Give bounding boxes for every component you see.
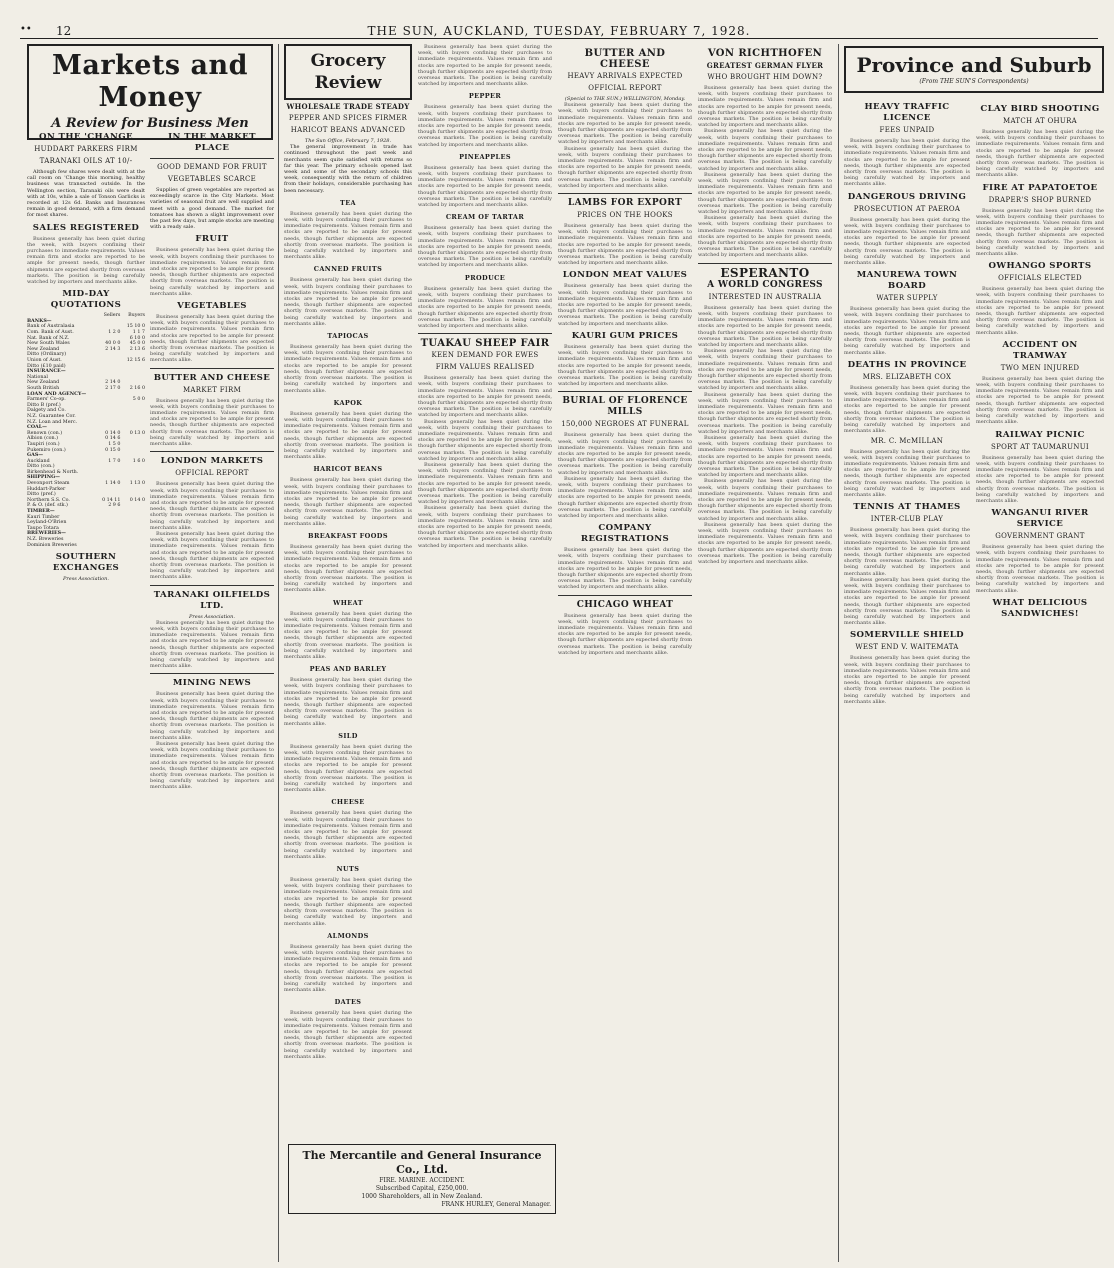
manurewa-heading: MANUREWA TOWN BOARD (856, 270, 958, 292)
table-cell: N.Z. Loan and Merc. (27, 419, 78, 425)
filler-paragraph: Business generally has been quiet during the week, with buyers confining their purchases to immediate requirements. Values remain firm and stocks are reported to be ample for present needs, though further shipments are expected shortly from overseas markets. The position is being carefully watched by importers and merchants alike. (284, 477, 412, 527)
table-group-label: SHIPPING— (27, 474, 60, 481)
table-cell: Ditto (pref.) (27, 492, 56, 498)
section-heading: CHEESE (331, 798, 365, 807)
table-cell: Renown (con.) (27, 430, 63, 436)
veg-label: VEGETABLES (177, 301, 247, 312)
filler-paragraph: Business generally has been quiet during the week, with buyers confining their purchases to immediate requirements. Values remain firm and stocks are reported to be ample for present needs, though further shipments are expected shortly from overseas markets. The position is being carefully watched by importers and merchants alike. (284, 410, 412, 461)
sandwiches-heading: WHAT DELICIOUS SANDWICHES! (992, 597, 1088, 619)
filler-paragraph: Business generally has been quiet during the week, with buyers confining their purchases to immediate requirements. Values remain firm and stocks are reported to be ample for present needs, though further shipments are expected shortly from overseas markets. The position is being carefully watched by importers and merchants alike. (976, 129, 1104, 179)
match-sub: MATCH AT OHURA (1002, 117, 1078, 125)
section-heading: BREAKFAST FOODS (308, 531, 388, 540)
london-meat-heading: LONDON MEAT VALUES (562, 270, 688, 281)
table-cell: Birkenhead & North. (27, 469, 79, 475)
taranaki-heading: TARANAKI OILFIELDS LTD. (153, 589, 271, 611)
filler-paragraph: Business generally has been quiet during the week, with buyers confining their purchases to immediate requirements. Values remain firm and stocks are reported to be ample for present needs, though further shipments are expected shortly from overseas markets. The position is being carefully watched by importers and merchants alike. (418, 225, 552, 269)
table-cell: 2 9 6 (108, 503, 121, 509)
burial-sub: 150,000 NEGROES AT FUNERAL (561, 420, 689, 429)
filler-paragraph: Business generally has been quiet during the week, with buyers confining their purchases to immediate requirements. Values remain firm and stocks are reported to be ample for present needs, though further shipments are expected shortly from overseas markets. The position is being carefully watched by importers and merchants alike. (150, 741, 274, 791)
table-row (27, 543, 145, 549)
grocery-subheading: WHOLESALE TRADE STEADY (286, 102, 410, 111)
lambs-sub: PRICES ON THE HOOKS (577, 211, 673, 220)
deaths-heading: DEATHS IN PROVINCE (847, 359, 967, 370)
markets-title: Markets and Money (51, 50, 249, 113)
mcmillan-sub: MR. C. McMILLAN (870, 436, 944, 445)
newspaper-title: THE SUN, AUCKLAND, TUESDAY, FEBRUARY 7, 1928. (367, 24, 751, 38)
filler-paragraph: Business generally has been quiet during the week, with buyers confining their purchases to immediate requirements. Values remain firm and stocks are reported to be ample for present needs, though further shipments are expected shortly from overseas markets. The position is being carefully watched by importers and merchants alike. (844, 527, 970, 577)
midday-heading: MID-DAY QUOTATIONS (50, 289, 122, 311)
page-number: 12 (56, 24, 72, 38)
filler-paragraph: Business generally has been quiet during the week, with buyers confining their purchases to immediate requirements. Values remain firm and stocks are reported to be ample for present needs, though further shipments are expected shortly from overseas markets. The position is being carefully watched by importers and merchants alike. (698, 85, 832, 129)
filler-paragraph: Business generally has been quiet during the week, with buyers confining their purchases to immediate requirements. Values remain firm and stocks are reported to be ample for present needs, though further shipments are expected shortly from overseas markets. The position is being carefully watched by importers and merchants alike. (150, 530, 274, 581)
section-heading: PINEAPPLES (459, 152, 511, 161)
section-heading: PEPPER (468, 92, 502, 101)
table-cell: Ditto (Ordinary) (27, 352, 67, 358)
filler-paragraph: Business generally has been quiet during the week, with buyers confining their purchases to immediate requirements. Values remain firm and stocks are reported to be ample for present needs, though further shipments are expected shortly from overseas markets. The position is being carefully watched by importers and merchants alike. (150, 619, 274, 670)
table-cell: Nat. Bank of N.Z. (27, 335, 70, 341)
filler-paragraph: Business generally has been quiet during the week, with buyers confining their purchases to immediate requirements. Values remain firm and stocks are reported to be ample for present needs, though further shipments are expected shortly from overseas markets. The position is being carefully watched by importers and merchants alike. (27, 235, 145, 286)
table-header-cell: Buyers (128, 313, 145, 319)
sales-heading: SALES REGISTERED (32, 222, 140, 233)
filler-paragraph: Business generally has been quiet during the week, with buyers confining their purchases to immediate requirements. Values remain firm and stocks are reported to be ample for present needs, though further shipments are expected shortly from overseas markets. The position is being carefully watched by importers and merchants alike. (558, 223, 692, 267)
table-cell: Com. Bank of Aust. (27, 330, 74, 336)
filler-paragraph: Business generally has been quiet during the week, with buyers confining their purchases to immediate requirements. Values remain firm and stocks are reported to be ample for present needs, though further shipments are expected shortly from overseas markets. The position is being carefully watched by importers and merchants alike. (844, 306, 970, 356)
column-rule (278, 44, 279, 1262)
taranaki-byline: Press Association. (189, 613, 235, 620)
section-heading: DATES (334, 998, 362, 1007)
table-group-label: COAL— (27, 424, 47, 431)
filler-paragraph: Business generally has been quiet during the week, with buyers confining their purchases to immediate requirements. Values remain firm and stocks are reported to be ample for present needs, though further shipments are expected shortly from overseas markets. The position is being carefully watched by importers and merchants alike. (418, 418, 552, 462)
tuakau-sub: KEEN DEMAND FOR EWES (431, 351, 539, 360)
table-cell: 0 14 0 (129, 497, 145, 503)
section-heading: ALMONDS (327, 931, 369, 940)
butter-subheading2: OFFICIAL REPORT (588, 84, 662, 92)
table-header-cell: Sellers (103, 313, 121, 319)
section-heading: SILD (338, 731, 358, 740)
filler-paragraph: Business generally has been quiet during the week, with buyers confining their purchases to immediate requirements. Values remain firm and stocks are reported to be ample for present needs, though further shipments are expected shortly from overseas markets. The position is being carefully watched by importers and merchants alike. (844, 216, 970, 267)
market-place-body: Supplies of green vegetables are reported as exceedingly scarce in the City Markets. Most varieties of seasonal fruit are well supplied and meet with a good demand. The market for tomatoes has shown a slight improvement over the past few days, but ample stocks are meeting with a ready sale. (150, 187, 274, 231)
section-heading: KAPOK (333, 398, 363, 407)
table-cell: 45 0 0 (129, 341, 145, 347)
table-cell: P. & O. (def. stk.) (27, 503, 68, 509)
col-market-place (150, 128, 274, 1262)
filler-paragraph: Business generally has been quiet during the week, with buyers confining their purchases to immediate requirements. Values remain firm and stocks are reported to be ample for present needs, though further shipments are expected shortly from overseas markets. The position is being carefully watched by importers and merchants alike. (558, 102, 692, 146)
table-cell: 1 13 0 (129, 481, 145, 487)
filler-paragraph: Business generally has been quiet during the week, with buyers confining their purchases to immediate requirements. Values remain firm and stocks are reported to be ample for present needs, though further shipments are expected shortly from overseas markets. The position is being carefully watched by importers and merchants alike. (150, 481, 274, 531)
table-cell: Auckland (27, 458, 50, 464)
chicago-heading: CHICAGO WHEAT (576, 599, 674, 610)
table-cell (96, 543, 121, 549)
filler-paragraph: Business generally has been quiet during the week, with buyers confining their purchases to immediate requirements. Values remain firm and stocks are reported to be ample for present needs, though further shipments are expected shortly from overseas markets. The position is being carefully watched by importers and merchants alike. (150, 247, 274, 297)
mercantile-ad (288, 1138, 556, 1220)
filler-paragraph: Business generally has been quiet during the week, with buyers confining their purchases to immediate requirements. Values remain firm and stocks are reported to be ample for present needs, though further shipments are expected shortly from overseas markets. The position is being carefully watched by importers and merchants alike. (976, 286, 1104, 336)
butter-market-heading: BUTTER AND CHEESE (153, 372, 271, 383)
filler-paragraph: Business generally has been quiet during the week, with buyers confining their purchases to immediate requirements. Values remain firm and stocks are reported to be ample for present needs, though further shipments are expected shortly from overseas markets. The position is being carefully watched by importers and merchants alike. (150, 691, 274, 741)
change-heading: ON THE 'CHANGE (39, 132, 133, 142)
column-rule (838, 44, 839, 1262)
filler-paragraph: Business generally has been quiet during the week, with buyers confining their purchases to immediate requirements. Values remain firm and stocks are reported to be ample for present needs, though further shipments are expected shortly from overseas markets. The position is being carefully watched by importers and merchants alike. (284, 877, 412, 927)
filler-paragraph: Business generally has been quiet during the week, with buyers confining their purchases to immediate requirements. Values remain firm and stocks are reported to be ample for present needs, though further shipments are expected shortly from overseas markets. The position is being carefully watched by importers and merchants alike. (698, 478, 832, 522)
mercantile-line: Subscribed Capital, £250,000. (375, 1185, 469, 1192)
london-markets-heading: LONDON MARKETS (160, 456, 264, 467)
table-cell: 1 14 0 (105, 481, 121, 487)
butter-heading: BUTTER AND CHEESE (584, 48, 666, 70)
table-cell: 2 13 6 (129, 346, 145, 352)
filler-paragraph: Business generally has been quiet during the week, with buyers confining their purchases to immediate requirements. Values remain firm and stocks are reported to be ample for present needs, though further shipments are expected shortly from overseas markets. The position is being carefully watched by importers and merchants alike. (844, 576, 970, 627)
esperanto-heading: ESPERANTO (720, 265, 810, 280)
change-subheading: HUDDART PARKERS FIRM (34, 145, 138, 153)
mining-heading: MINING NEWS (172, 678, 252, 689)
table-cell: Dominion Breweries (27, 542, 77, 548)
table-cell: 15 10 0 (126, 324, 145, 330)
section-heading: WHEAT (333, 598, 363, 607)
col-province-left (844, 98, 970, 1262)
table-cell: Taupo Totara (27, 525, 59, 531)
mercantile-line: 1000 Shareholders, all in New Zealand. (361, 1193, 483, 1200)
table-cell: Taupiri (con.) (27, 441, 60, 447)
table-cell: Devonport Steam (27, 481, 70, 487)
table-cell: Dalgety and Co. (27, 408, 66, 414)
table-cell: Northern S.S. Co. (27, 497, 70, 503)
section-heading: TAPIOCAS (327, 332, 369, 341)
table-cell: Pukemiro (con.) (27, 447, 66, 453)
filler-paragraph: Business generally has been quiet during the week, with buyers confining their purchases to immediate requirements. Values remain firm and stocks are reported to be ample for present needs, though further shipments are expected shortly from overseas markets. The position is being carefully watched by importers and merchants alike. (698, 304, 832, 348)
filler-paragraph: Business generally has been quiet during the week, with buyers confining their purchases to immediate requirements. Values remain firm and stocks are reported to be ample for present needs, though further shipments are expected shortly from overseas markets. The position is being carefully watched by importers and merchants alike. (150, 397, 274, 448)
table-cell: 1 1 7 (132, 330, 145, 336)
table-cell: 0 14 11 (102, 497, 121, 503)
mercantile-line: FIRE. MARINE. ACCIDENT. (379, 1177, 465, 1184)
filler-paragraph: Business generally has been quiet during the week, with buyers confining their purchases to immediate requirements. Values remain firm and stocks are reported to be ample for present needs, though further shipments are expected shortly from overseas markets. The position is being carefully watched by importers and merchants alike. (284, 210, 412, 261)
grant-sub: GOVERNMENT GRANT (995, 532, 1085, 541)
officials-sub: OFFICIALS ELECTED (998, 274, 1082, 283)
table-cell: New Zealand (27, 380, 60, 386)
section-heading: PRODUCE (464, 273, 506, 282)
filler-paragraph: Business generally has been quiet during the week, with buyers confining their purchases to immediate requirements. Values remain firm and stocks are reported to be ample for present needs, though further shipments are expected shortly from overseas markets. The position is being carefully watched by importers and merchants alike. (558, 612, 692, 656)
table-cell: 40 0 0 (105, 341, 121, 347)
table-cell: Ditto B (pref.) (27, 402, 61, 408)
grocery-subheading2: PEPPER AND SPICES FIRMER (288, 114, 408, 122)
butter-subheading: HEAVY ARRIVALS EXPECTED (567, 72, 683, 80)
table-cell: 1 7 0 (108, 458, 121, 464)
table-cell: 2 14 0 (105, 380, 121, 386)
change-subheading2: TARANAKI OILS AT 10/- (39, 157, 133, 165)
richthofen-subheading: GREATEST GERMAN FLYER (706, 61, 824, 70)
table-cell: 2 16 0 (129, 385, 145, 391)
table-cell: 1 2 0 (108, 330, 121, 336)
filler-paragraph: Business generally has been quiet during the week, with buyers confining their purchases to immediate requirements. Values remain firm and stocks are reported to be ample for present needs, though further shipments are expected shortly from overseas markets. The position is being carefully watched by importers and merchants alike. (284, 743, 412, 794)
mercantile-footer: FRANK HURLEY, General Manager. (441, 1201, 551, 1208)
filler-paragraph: Business generally has been quiet during the week, with buyers confining their purchases to immediate requirements. Values remain firm and stocks are reported to be ample for present needs, though further shipments are expected shortly from overseas markets. The position is being carefully watched by importers and merchants alike. (976, 454, 1104, 504)
draper-sub: DRAPER'S SHOP BURNED (988, 195, 1092, 204)
filler-paragraph: Business generally has been quiet during the week, with buyers confining their purchases to immediate requirements. Values remain firm and stocks are reported to be ample for present needs, though further shipments are expected shortly from overseas markets. The position is being carefully watched by importers and merchants alike. (284, 610, 412, 660)
filler-paragraph: Business generally has been quiet during the week, with buyers confining their purchases to immediate requirements. Values remain firm and stocks are reported to be ample for present needs, though further shipments are expected shortly from overseas markets. The position is being carefully watched by importers and merchants alike. (558, 145, 692, 189)
col-butter-cheese (558, 44, 692, 1262)
filler-paragraph: Business generally has been quiet during the week, with buyers confining their purchases to immediate requirements. Values remain firm and stocks are reported to be ample for present needs, though further shipments are expected shortly from overseas markets. The position is being carefully watched by importers and merchants alike. (698, 348, 832, 392)
markets-header (27, 44, 273, 140)
masthead (20, 24, 1098, 39)
filler-paragraph: Business generally has been quiet during the week, with buyers confining their purchases to immediate requirements. Values remain firm and stocks are reported to be ample for present needs, though further shipments are expected shortly from overseas markets. The position is being carefully watched by importers and merchants alike. (844, 138, 970, 188)
tennis-heading: TENNIS AT THAMES (853, 502, 961, 513)
filler-paragraph: Business generally has been quiet during the week, with buyers confining their purchases to immediate requirements. Values remain firm and stocks are reported to be ample for present needs, though further shipments are expected shortly from overseas markets. The position is being carefully watched by importers and merchants alike. (976, 375, 1104, 426)
filler-paragraph: Business generally has been quiet during the week, with buyers confining their purchases to immediate requirements. Values remain firm and stocks are reported to be ample for present needs, though further shipments are expected shortly from overseas markets. The position is being carefully watched by importers and merchants alike. (844, 655, 970, 705)
mercantile-box (288, 1144, 556, 1214)
col-change (27, 128, 145, 1262)
section-heading: CREAM OF TARTAR (445, 213, 525, 222)
sport-sub: SPORT AT TAUMARUNUI (991, 442, 1089, 451)
grocery-title: Grocery Review (284, 44, 412, 100)
tuakau-sub2: FIRM VALUES REALISED (435, 363, 535, 372)
filler-paragraph: Business generally has been quiet during the week, with buyers confining their purchases to immediate requirements. Values remain firm and stocks are reported to be ample for present needs, though further shipments are expected shortly from overseas markets. The position is being carefully watched by importers and merchants alike. (976, 544, 1104, 594)
filler-paragraph: Business generally has been quiet during the week, with buyers confining their purchases to immediate requirements. Values remain firm and stocks are reported to be ample for present needs, though further shipments are expected shortly from overseas markets. The position is being carefully watched by importers and merchants alike. (418, 164, 552, 209)
table-cell: South British (27, 385, 60, 391)
table-cell: National (27, 374, 48, 380)
market-place-subheading2: VEGETABLES SCARCE (167, 175, 257, 183)
table-cell: N.Z. Guarantee Cor. (27, 413, 76, 419)
table-group-label: LOAN AND AGENCY— (27, 390, 87, 397)
somerville-heading: SOMERVILLE SHIELD (849, 630, 965, 641)
accident-heading: ACCIDENT ON TRAMWAY (1002, 339, 1078, 361)
mercantile-title: The Mercantile and General Insurance Co., Ltd. (302, 1149, 542, 1176)
province-subtitle: (From THE SUN'S Correspondents) (919, 78, 1029, 85)
railway-heading: RAILWAY PICNIC (995, 429, 1085, 440)
prosecution-sub: PROSECUTION AT PAEROA (853, 204, 961, 213)
change-body: Although few shares were dealt with at the call room on 'Change this morning, healthy business was transacted outside. In the Wellington section, Taranaki oils were dealt with at 10s, while a sale of Tonson Garlicks is recorded at 12s 6d. Banks and Insurances remain in good demand, with a firm demand for most shares. (27, 169, 145, 219)
section-heading: TEA (339, 198, 357, 207)
heavy-traffic-heading: HEAVY TRAFFIC LICENCE (864, 102, 950, 123)
filler-paragraph: Business generally has been quiet during the week, with buyers confining their purchases to immediate requirements. Values remain firm and stocks are reported to be ample for present needs, though further shipments are expected shortly from overseas markets. The position is being carefully watched by importers and merchants alike. (558, 283, 692, 327)
owhango-heading: OWHANGO SPORTS (988, 261, 1092, 272)
wanganui-heading: WANGANUI RIVER SERVICE (991, 508, 1089, 530)
table-cell: 0 13 0 (129, 430, 145, 436)
richthofen-subheading2: WHO BROUGHT HIM DOWN? (707, 73, 823, 81)
grocery-byline: The Sun Office, February 7, 1928. (304, 138, 392, 144)
filler-paragraph: Business generally has been quiet during the week, with buyers confining their purchases to immediate requirements. Values remain firm and stocks are reported to be ample for present needs, though further shipments are expected shortly from overseas markets. The position is being carefully watched by importers and merchants alike. (284, 344, 412, 394)
markets-subtitle: A Review for Business Men (51, 116, 249, 131)
table-cell: Huddart-Parker (27, 486, 66, 492)
table-cell: Farmers' Co-op. (27, 397, 66, 403)
filler-paragraph: Business generally has been quiet during the week, with buyers confining their purchases to immediate requirements. Values remain firm and stocks are reported to be ample for present needs, though further shipments are expected shortly from overseas markets. The position is being carefully watched by importers and merchants alike. (284, 1010, 412, 1060)
filler-paragraph: Business generally has been quiet during the week, with buyers confining their purchases to immediate requirements. Values remain firm and stocks are reported to be ample for present needs, though further shipments are expected shortly from overseas markets. The position is being carefully watched by importers and merchants alike. (418, 44, 552, 88)
section-heading: CANNED FRUITS (313, 265, 383, 274)
two-men-sub: TWO MEN INJURED (1000, 363, 1080, 372)
market-place-heading: IN THE MARKET PLACE (168, 132, 256, 153)
kauri-heading: KAURI GUM PRICES (571, 330, 679, 341)
company-heading: COMPANY REGISTRATIONS (580, 523, 670, 545)
lambs-heading: LAMBS FOR EXPORT (567, 198, 683, 209)
filler-paragraph: Business generally has been quiet during the week, with buyers confining their purchases to immediate requirements. Values remain firm and stocks are reported to be ample for present needs, though further shipments are expected shortly from overseas markets. The position is being carefully watched by importers and merchants alike. (976, 207, 1104, 258)
filler-paragraph: Business generally has been quiet during the week, with buyers confining their purchases to immediate requirements. Values remain firm and stocks are reported to be ample for present needs, though further shipments are expected shortly from overseas markets. The position is being carefully watched by importers and merchants alike. (558, 432, 692, 476)
quotations-table (27, 313, 145, 548)
filler-paragraph: Business generally has been quiet during the week, with buyers confining their purchases to immediate requirements. Values remain firm and stocks are reported to be ample for present needs, though further shipments are expected shortly from overseas markets. The position is being carefully watched by importers and merchants alike. (698, 391, 832, 435)
table-cell: Albion (con.) (27, 436, 59, 442)
table-group-label: GAS— (27, 452, 44, 459)
table-cell: Kauri Timber (27, 514, 60, 520)
table-cell: N.Z. Breweries (27, 537, 64, 542)
filler-paragraph: Business generally has been quiet during the week, with buyers confining their purchases to immediate requirements. Values remain firm and stocks are reported to be ample for present needs, though further shipments are expected shortly from overseas markets. The position is being carefully watched by importers and merchants alike. (418, 505, 552, 549)
table-cell: Ditto (£10 paid) (27, 363, 66, 369)
filler-paragraph: Business generally has been quiet during the week, with buyers confining their purchases to immediate requirements. Values remain firm and stocks are reported to be ample for present needs, though further shipments are expected shortly from overseas markets. The position is being carefully watched by importers and merchants alike. (284, 810, 412, 860)
burial-heading: BURIAL OF FLORENCE MILLS (562, 396, 688, 418)
filler-paragraph: Business generally has been quiet during the week, with buyers confining their purchases to immediate requirements. Values remain firm and stocks are reported to be ample for present needs, though further shipments are expected shortly from overseas markets. The position is being carefully watched by importers and merchants alike. (418, 104, 552, 148)
dangerous-heading: DANGEROUS DRIVING (847, 191, 967, 202)
filler-paragraph: Business generally has been quiet during the week, with buyers confining their purchases to immediate requirements. Values remain firm and stocks are reported to be ample for present needs, though further shipments are expected shortly from overseas markets. The position is being carefully watched by importers and merchants alike. (284, 677, 412, 727)
table-cell: Bank of Australasia (27, 324, 75, 330)
table-cell: New Zealand (27, 346, 60, 352)
fire-heading: FIRE AT PAPATOETOE (982, 182, 1098, 193)
filler-paragraph: Business generally has been quiet during the week, with buyers confining their purchases to immediate requirements. Values remain firm and stocks are reported to be ample for present needs, though further shipments are expected shortly from overseas markets. The position is being carefully watched by importers and merchants alike. (284, 543, 412, 594)
table-cell: Union of Aust. (27, 358, 62, 363)
section-heading: NUTS (336, 865, 360, 874)
filler-paragraph: Business generally has been quiet during the week, with buyers confining their purchases to immediate requirements. Values remain firm and stocks are reported to be ample for present needs, though further shipments are expected shortly from overseas markets. The position is being carefully watched by importers and merchants alike. (150, 314, 274, 364)
masthead-dots: •• (20, 24, 32, 35)
table-cell: 1 5 0 (108, 441, 121, 447)
table-cell: 0 14 0 (105, 430, 121, 436)
table-cell: 2 14 3 (105, 346, 121, 352)
filler-paragraph: Business generally has been quiet during the week, with buyers confining their purchases to immediate requirements. Values remain firm and stocks are reported to be ample for present needs, though further shipments are expected shortly from overseas markets. The position is being carefully watched by importers and merchants alike. (698, 215, 832, 259)
southern-byline: Press Association. (63, 576, 109, 583)
table-cell: Leyland-O'Brien (27, 520, 67, 526)
cox-sub: MRS. ELIZABETH COX (862, 372, 952, 381)
clay-bird-heading: CLAY BIRD SHOOTING (980, 104, 1100, 114)
col4-sections (418, 91, 552, 329)
table-cell: 0 14 6 (105, 436, 121, 442)
filler-paragraph: Business generally has been quiet during the week, with buyers confining their purchases to immediate requirements. Values remain firm and stocks are reported to be ample for present needs, though further shipments are expected shortly from overseas markets. The position is being carefully watched by importers and merchants alike. (418, 375, 552, 419)
water-sub: WATER SUPPLY (876, 294, 938, 303)
col-four (418, 44, 552, 1128)
filler-paragraph: Business generally has been quiet during the week, with buyers confining their purchases to immediate requirements. Values remain firm and stocks are reported to be ample for present needs, though further shipments are expected shortly from overseas markets. The position is being carefully watched by importers and merchants alike. (558, 475, 692, 519)
london-markets-sub: OFFICIAL REPORT (175, 469, 249, 478)
filler-paragraph: Business generally has been quiet during the week, with buyers confining their purchases to immediate requirements. Values remain firm and stocks are reported to be ample for present needs, though further shipments are expected shortly from overseas markets. The position is being carefully watched by importers and merchants alike. (418, 461, 552, 506)
filler-paragraph: Business generally has been quiet during the week, with buyers confining their purchases to immediate requirements. Values remain firm and stocks are reported to be ample for present needs, though further shipments are expected shortly from overseas markets. The position is being carefully watched by importers and merchants alike. (844, 448, 970, 498)
filler-paragraph: Business generally has been quiet during the week, with buyers confining their purchases to immediate requirements. Values remain firm and stocks are reported to be ample for present needs, though further shipments are expected shortly from overseas markets. The position is being carefully watched by importers and merchants alike. (698, 521, 832, 566)
filler-paragraph: Business generally has been quiet during the week, with buyers confining their purchases to immediate requirements. Values remain firm and stocks are reported to be ample for present needs, though further shipments are expected shortly from overseas markets. The position is being carefully watched by importers and merchants alike. (284, 277, 412, 327)
col-grocery (284, 44, 412, 1262)
table-group-label: TIMBER— (27, 508, 55, 515)
table-cell: 6 10 0 (129, 335, 145, 341)
richthofen-heading: VON RICHTHOFEN (707, 48, 823, 59)
table-cell: Ditto (con.) (27, 464, 55, 470)
butter-byline: (Special to THE SUN.) WELLINGTON, Monday. (564, 96, 686, 102)
interclub-sub: INTER-CLUB PLAY (870, 515, 944, 524)
southern-heading: SOUTHERN EXCHANGES (52, 552, 120, 574)
butter-market-sub: MARKET FIRM (182, 385, 242, 394)
filler-paragraph: Business generally has been quiet during the week, with buyers confining their purchases to immediate requirements. Values remain firm and stocks are reported to be ample for present needs, though further shipments are expected shortly from overseas markets. The position is being carefully watched by importers and merchants alike. (698, 128, 832, 172)
fruit-label: FRUIT (195, 234, 229, 245)
fees-unpaid: FEES UNPAID (879, 126, 935, 134)
section-heading: PEAS AND BARLEY (309, 665, 387, 674)
col-province-right (976, 38, 1104, 1262)
col-richthofen (698, 44, 832, 1262)
table-cell: 1 6 0 (132, 458, 145, 464)
table-cell: New South Wales (27, 341, 70, 347)
table-cell: 2 17 0 (105, 385, 121, 391)
filler-paragraph: Business generally has been quiet during the week, with buyers confining their purchases to immediate requirements. Values remain firm and stocks are reported to be ample for present needs, though further shipments are expected shortly from overseas markets. The position is being carefully watched by importers and merchants alike. (698, 434, 832, 479)
table-group-label: INSURANCE— (27, 368, 66, 375)
table-group-label: BREWERIES— (27, 530, 66, 537)
table-cell (120, 543, 145, 549)
filler-paragraph: Business generally has been quiet during the week, with buyers confining their purchases to immediate requirements. Values remain firm and stocks are reported to be ample for present needs, though further shipments are expected shortly from overseas markets. The position is being carefully watched by importers and merchants alike. (844, 384, 970, 435)
grocery-sections (284, 198, 412, 1060)
province-title: Province and Suburb (856, 53, 1092, 77)
grocery-subheading3: HARICOT BEANS ADVANCED (290, 126, 406, 134)
table-cell: 0 15 0 (105, 447, 121, 453)
table-cell: 12 15 6 (126, 358, 145, 363)
table-group-label: BANKS— (27, 317, 52, 324)
grocery-body: The general improvement in trade has continued throughout the past week and merchants seem quite satisfied with returns so far this year. The primary schools opened last week and some of the secondary schools this week, consequently with the return of children from their holidays, considerable purchasing has been necessary. (284, 144, 412, 194)
filler-paragraph: Business generally has been quiet during the week, with buyers confining their purchases to immediate requirements. Values remain firm and stocks are reported to be ample for present needs, though further shipments are expected shortly from overseas markets. The position is being carefully watched by importers and merchants alike. (418, 285, 552, 329)
filler-paragraph: Business generally has been quiet during the week, with buyers confining their purchases to immediate requirements. Values remain firm and stocks are reported to be ample for present needs, though further shipments are expected shortly from overseas markets. The position is being carefully watched by importers and merchants alike. (698, 171, 832, 216)
filler-paragraph: Business generally has been quiet during the week, with buyers confining their purchases to immediate requirements. Values remain firm and stocks are reported to be ample for present needs, though further shipments are expected shortly from overseas markets. The position is being carefully watched by importers and merchants alike. (558, 547, 692, 591)
table-cell: 5 0 0 (132, 397, 145, 403)
esperanto-sub2: INTERESTED IN AUSTRALIA (708, 292, 822, 301)
section-heading: HARICOT BEANS (313, 465, 383, 474)
west-end-sub: WEST END V. WAITEMATA (855, 643, 959, 652)
market-place-subheading: GOOD DEMAND FOR FRUIT (157, 163, 267, 171)
filler-paragraph: Business generally has been quiet during the week, with buyers confining their purchases to immediate requirements. Values remain firm and stocks are reported to be ample for present needs, though further shipments are expected shortly from overseas markets. The position is being carefully watched by importers and merchants alike. (284, 943, 412, 994)
tuakau-heading: TUAKAU SHEEP FAIR (420, 338, 550, 350)
filler-paragraph: Business generally has been quiet during the week, with buyers confining their purchases to immediate requirements. Values remain firm and stocks are reported to be ample for present needs, though further shipments are expected shortly from overseas markets. The position is being carefully watched by importers and merchants alike. (558, 343, 692, 388)
esperanto-sub: A WORLD CONGRESS (707, 279, 823, 290)
